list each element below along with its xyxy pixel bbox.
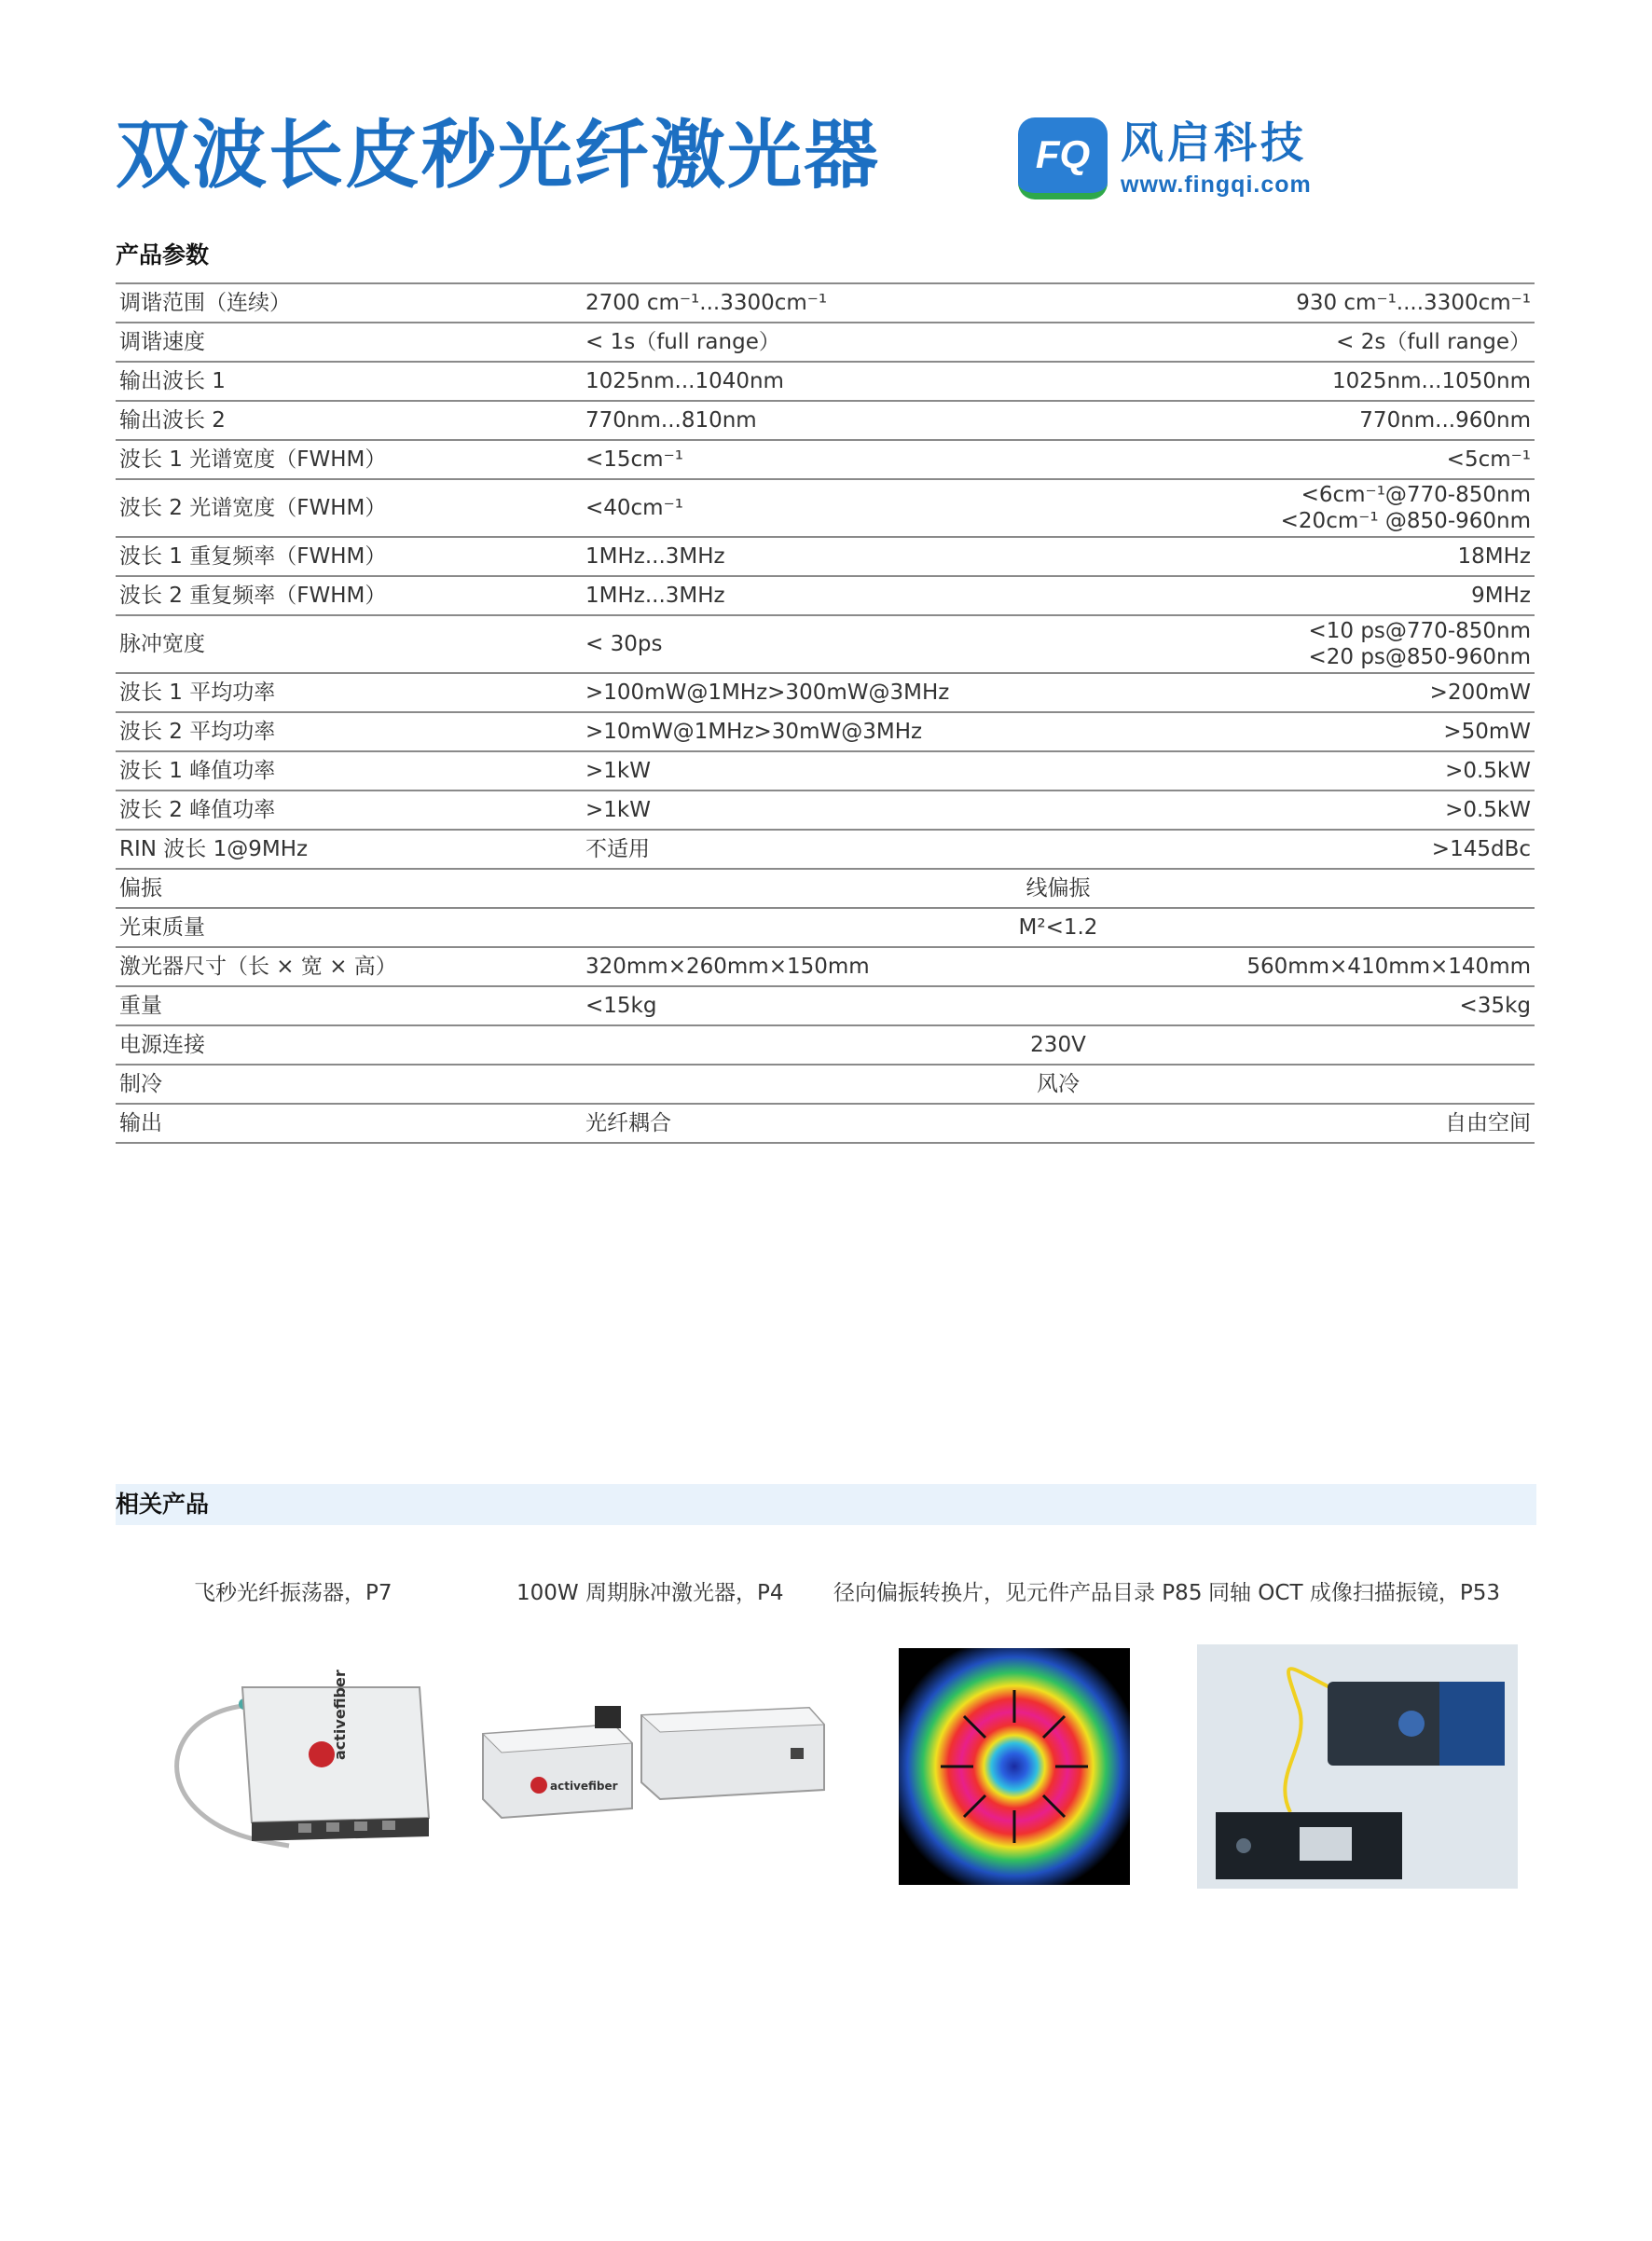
- table-row: [116, 986, 1535, 1025]
- spec-name: 波长 2 光谱宽度（FWHM）: [116, 479, 582, 537]
- spec-value-shared: 230V: [582, 1025, 1535, 1065]
- spec-value-1: < 1s（full range）: [582, 323, 1074, 362]
- logo-mark: FQ: [1018, 117, 1108, 199]
- spec-value-2: 560mm×410mm×140mm: [1074, 947, 1535, 986]
- table-row: [116, 869, 1535, 908]
- spec-name: 波长 2 峰值功率: [116, 791, 582, 830]
- section-heading-related: 相关产品: [116, 1491, 210, 1518]
- product-label-oct-scanner[interactable]: 同轴 OCT 成像扫描振镜，P53: [1208, 1581, 1500, 1605]
- product-brand-text: activefiber: [550, 1780, 618, 1793]
- spec-value-1: <15kg: [582, 986, 1074, 1025]
- product-label-100w-laser[interactable]: 100W 周期脉冲激光器，P4: [516, 1581, 784, 1605]
- spec-value-2: >200mW: [1074, 673, 1535, 712]
- table-row: [116, 401, 1535, 440]
- spec-value-2: >145dBc: [1074, 830, 1535, 869]
- product-image-femto-oscillator[interactable]: [158, 1650, 438, 1874]
- table-row: [116, 323, 1535, 362]
- product-image-100w-laser[interactable]: [474, 1697, 828, 1836]
- page-title: 双波长皮秒光纤激光器: [116, 112, 880, 199]
- spec-name: 偏振: [116, 869, 582, 908]
- spec-value-2: [1074, 615, 1535, 673]
- spec-value-1: <15cm⁻¹: [582, 440, 1074, 479]
- spec-name: 调谐范围（连续）: [116, 283, 582, 323]
- product-label-radial-polarizer[interactable]: 径向偏振转换片，见元件产品目录 P85: [833, 1581, 1203, 1605]
- logo-company-name: 风启科技: [1121, 117, 1307, 168]
- table-row: [116, 615, 1535, 673]
- spec-name: 波长 2 重复频率（FWHM）: [116, 576, 582, 615]
- table-row: [116, 947, 1535, 986]
- spec-value-1: < 30ps: [582, 615, 1074, 673]
- spec-value-1: 不适用: [582, 830, 1074, 869]
- logo-url: www.fingqi.com: [1121, 172, 1312, 198]
- spec-name: RIN 波长 1@9MHz: [116, 830, 582, 869]
- spec-value-1: >10mW@1MHz>30mW@3MHz: [582, 712, 1074, 751]
- product-label-femto-oscillator[interactable]: 飞秒光纤振荡器，P7: [194, 1581, 392, 1605]
- spec-name: 制冷: [116, 1065, 582, 1104]
- table-row: [116, 283, 1535, 323]
- table-row: [116, 712, 1535, 751]
- table-row: [116, 440, 1535, 479]
- spec-value-1: 320mm×260mm×150mm: [582, 947, 1074, 986]
- spec-value-2-line: <20cm⁻¹ @850-960nm: [1280, 509, 1531, 533]
- spec-value-1: 1025nm...1040nm: [582, 362, 1074, 401]
- spec-value-1: >1kW: [582, 791, 1074, 830]
- spec-value-1: 2700 cm⁻¹...3300cm⁻¹: [582, 283, 1074, 323]
- table-row: [116, 830, 1535, 869]
- spec-value-2-line: <6cm⁻¹@770-850nm: [1301, 483, 1531, 507]
- spec-name: 输出波长 1: [116, 362, 582, 401]
- spec-value-1: >100mW@1MHz>300mW@3MHz: [582, 673, 1074, 712]
- spec-value-shared: 风冷: [582, 1065, 1535, 1104]
- table-row: [116, 1065, 1535, 1104]
- spec-value-1: 770nm...810nm: [582, 401, 1074, 440]
- spec-name: 波长 1 平均功率: [116, 673, 582, 712]
- spec-value-2: <35kg: [1074, 986, 1535, 1025]
- spec-value-2: 1025nm...1050nm: [1074, 362, 1535, 401]
- spec-value-2-line: <20 ps@850-960nm: [1308, 645, 1531, 669]
- spec-value-1: 1MHz...3MHz: [582, 576, 1074, 615]
- product-image-radial-polarizer[interactable]: [899, 1648, 1130, 1885]
- spec-value-1: 1MHz...3MHz: [582, 537, 1074, 576]
- spec-value-2-line: <10 ps@770-850nm: [1308, 619, 1531, 643]
- product-brand-text: activefiber: [331, 1670, 349, 1760]
- spec-value-shared: 线偏振: [582, 869, 1535, 908]
- section-heading-params: 产品参数: [116, 241, 210, 268]
- spec-name: 波长 2 平均功率: [116, 712, 582, 751]
- table-row: [116, 362, 1535, 401]
- spec-name: 光束质量: [116, 908, 582, 947]
- table-row: [116, 791, 1535, 830]
- spec-name: 波长 1 峰值功率: [116, 751, 582, 791]
- spec-table: [116, 282, 1535, 1144]
- spec-value-shared: M²<1.2: [582, 908, 1535, 947]
- spec-name: 波长 1 重复频率（FWHM）: [116, 537, 582, 576]
- spec-value-2: 770nm...960nm: [1074, 401, 1535, 440]
- spec-value-2: 9MHz: [1074, 576, 1535, 615]
- table-row: [116, 908, 1535, 947]
- spec-value-2: >0.5kW: [1074, 791, 1535, 830]
- spec-value-2: < 2s（full range）: [1074, 323, 1535, 362]
- table-row: [116, 479, 1535, 537]
- spec-value-2: <5cm⁻¹: [1074, 440, 1535, 479]
- table-row: [116, 1025, 1535, 1065]
- spec-name: 调谐速度: [116, 323, 582, 362]
- table-row: [116, 673, 1535, 712]
- table-row: [116, 576, 1535, 615]
- spec-name: 重量: [116, 986, 582, 1025]
- product-image-oct-scanner[interactable]: [1197, 1644, 1518, 1889]
- spec-value-2: [1074, 479, 1535, 537]
- spec-value-2: >50mW: [1074, 712, 1535, 751]
- spec-name: 波长 1 光谱宽度（FWHM）: [116, 440, 582, 479]
- spec-name: 电源连接: [116, 1025, 582, 1065]
- spec-name: 输出: [116, 1104, 582, 1143]
- spec-value-2: 18MHz: [1074, 537, 1535, 576]
- spec-value-1: <40cm⁻¹: [582, 479, 1074, 537]
- spec-name: 脉冲宽度: [116, 615, 582, 673]
- spec-value-2: >0.5kW: [1074, 751, 1535, 791]
- table-row: [116, 537, 1535, 576]
- spec-name: 激光器尺寸（长 × 宽 × 高）: [116, 947, 582, 986]
- spec-name: 输出波长 2: [116, 401, 582, 440]
- table-row: [116, 1104, 1535, 1143]
- spec-value-2: 930 cm⁻¹....3300cm⁻¹: [1074, 283, 1535, 323]
- table-row: [116, 751, 1535, 791]
- related-section-bar: [116, 1484, 1536, 1525]
- spec-value-1: 光纤耦合: [582, 1104, 1074, 1143]
- spec-value-1: >1kW: [582, 751, 1074, 791]
- company-logo: [1018, 117, 1335, 205]
- spec-value-2: 自由空间: [1074, 1104, 1535, 1143]
